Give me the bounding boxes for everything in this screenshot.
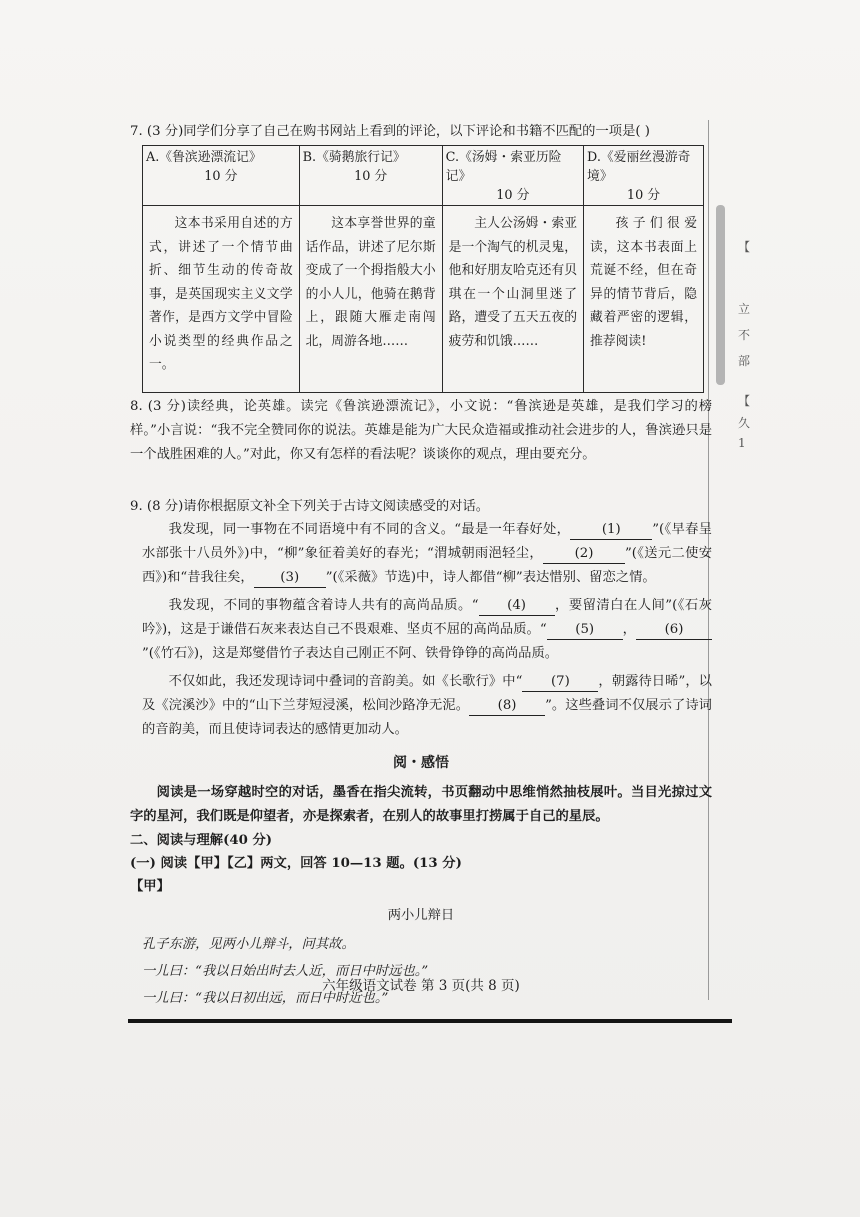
fill-blank-7[interactable]: (7)	[522, 673, 598, 692]
passage-jia-label: 【甲】	[130, 879, 170, 894]
margin-mark: 1	[738, 436, 746, 450]
passage-title: 两小儿辩日	[387, 908, 455, 923]
book-c-review: 主人公汤姆・索亚是一个淘气的机灵鬼，他和好朋友哈克还有贝琪在一个山洞里迷了路，遭受了五天五夜的疲劳和饥饿……	[442, 206, 583, 393]
page-footer: 六年级语文试卷 第 3 页(共 8 页)	[322, 978, 520, 994]
margin-mark: 不	[738, 328, 751, 342]
book-score: 10 分	[204, 169, 238, 184]
question-9-prompt: 9. (8 分)请你根据原文补全下列关于古诗文阅读感受的对话。	[130, 499, 490, 514]
book-c-header	[442, 146, 583, 206]
text-run: ”(《采薇》节选)中，诗人都借“柳”表达惜别、留恋之情。	[325, 570, 656, 585]
part-two-heading: 二、阅读与理解(40 分)	[130, 833, 273, 848]
fill-blank-8[interactable]: (8)	[469, 697, 545, 716]
answer-space	[130, 467, 712, 495]
fill-blank-5[interactable]: (5)	[547, 621, 623, 640]
book-score: 10 分	[496, 188, 530, 203]
margin-mark: 【	[738, 394, 751, 408]
passage-line: 孔子东游，见两小儿辩斗，问其故。	[142, 937, 355, 952]
question-9-paragraph-3	[130, 670, 712, 742]
book-title: D.《爱丽丝漫游奇境》	[587, 150, 691, 184]
sub-section-heading: (一) 阅读【甲】【乙】两文，回答 10—13 题。(13 分)	[130, 856, 462, 871]
fill-blank-2[interactable]: (2)	[543, 545, 625, 564]
book-a-review: 这本书采用自述的方式，讲述了一个情节曲折、细节生动的传奇故事，是英国现实主义文学著作，是西方文学中冒险小说类型的经典作品之一。	[143, 206, 300, 393]
margin-mark: 【	[738, 240, 751, 254]
text-run: ，	[622, 622, 636, 637]
margin-mark: 部	[738, 354, 751, 368]
exam-content	[130, 120, 712, 1012]
text-run: ”(《早春呈水部张十八员外》)中，“柳”象征着美好的春光；“渭城朝雨浥轻尘，	[142, 522, 713, 561]
fill-blank-4[interactable]: (4)	[479, 597, 555, 616]
question-7-prompt: 7. (3 分)同学们分享了自己在购书网站上看到的评论，以下评论和书籍不匹配的一项是( )	[130, 124, 650, 139]
book-b-review: 这本享誉世界的童话作品，讲述了尼尔斯变成了一个拇指般大小的小人儿，他骑在鹅背上，跟随大雁走南闯北，周游各地……	[299, 206, 442, 393]
book-title: B.《骑鹅旅行记》	[302, 150, 406, 165]
section-title: 阅・感悟	[393, 755, 449, 771]
text-run: 我发现，同一事物在不同语境中有不同的含义。“最是一年春好处，	[168, 522, 571, 537]
text-run: ，朝露待日晞”，以及《浣溪沙》中的“山下兰芽短浸溪，松间沙路净无泥。	[142, 674, 712, 713]
margin-mark: 久	[738, 416, 751, 430]
book-d-review: 孩子们很爱读，这本书表面上荒诞不经，但在奇异的情节背后，隐藏着严密的逻辑，推荐阅读!	[584, 206, 704, 393]
fill-blank-1[interactable]: (1)	[570, 521, 652, 540]
question-8: 8. (3 分)读经典，论英雄。读完《鲁滨逊漂流记》，小文说：“鲁滨逊是英雄，是我们学习的榜样。”小言说：“我不完全赞同你的说法。英雄是能为广大民众造福或推动社会进步的人，鲁滨逊只是一个战胜困难的人。”对此，你又有怎样的看法呢？谈谈你的观点，理由要充分。	[130, 399, 712, 462]
passage-line: 一儿曰：“我以日初出远，而日中时近也。”	[142, 991, 389, 1006]
question-9-paragraph-2	[130, 594, 712, 666]
book-title: A.《鲁滨逊漂流记》	[146, 150, 262, 165]
fill-blank-6[interactable]: (6)	[636, 621, 712, 640]
fill-blank-3[interactable]: (3)	[254, 569, 326, 588]
section-intro: 阅读是一场穿越时空的对话，墨香在指尖流转，书页翻动中思维悄然抽枝展叶。当目光掠过文字的星河，我们既是仰望者，亦是探索者，在别人的故事里打捞属于自己的星辰。	[130, 785, 712, 824]
text-run: ”(《竹石》)，这是郑燮借竹子表达自己刚正不阿、铁骨铮铮的高尚品质。	[142, 646, 559, 661]
book-score: 10 分	[626, 188, 661, 203]
book-d-header	[584, 146, 704, 206]
book-score: 10 分	[354, 169, 388, 184]
book-b-header	[299, 146, 442, 206]
text-run: 我发现，不同的事物蕴含着诗人共有的高尚品质。“	[168, 598, 479, 613]
book-title: C.《汤姆・索亚历险记》	[445, 150, 562, 184]
text-run: ”。这些叠词不仅展示了诗词的音韵美，而且使诗词表达的感情更加动人。	[142, 698, 712, 737]
bottom-rule	[128, 1019, 732, 1023]
book-review-table	[142, 145, 704, 393]
scrollbar-thumb[interactable]	[716, 205, 725, 385]
passage-text	[130, 931, 712, 1012]
question-9-paragraph-1	[130, 518, 712, 590]
book-a-header	[143, 146, 300, 206]
text-run: ，要留清白在人间”(《石灰吟》)，这是于谦借石灰来表达自己不畏艰难、坚贞不屈的高尚品质。“	[142, 598, 712, 637]
text-run: ”(《送元二使安西》)和“昔我往矣，	[142, 546, 712, 585]
margin-mark: 立	[738, 302, 751, 316]
text-run: 不仅如此，我还发现诗词中叠词的音韵美。如《长歌行》中“	[168, 674, 523, 689]
passage-line: 一儿曰：“我以日始出时去人近，而日中时远也。”	[142, 964, 429, 979]
